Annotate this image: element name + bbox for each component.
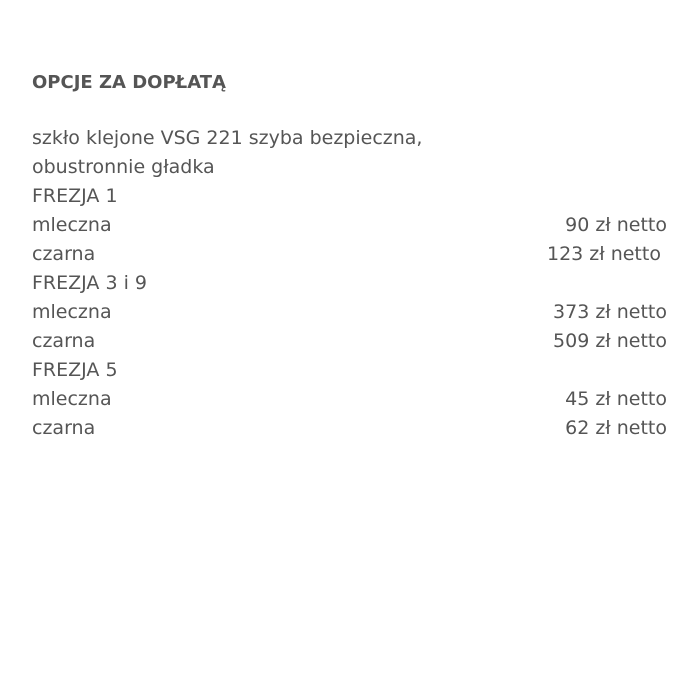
price-row: [32, 327, 667, 356]
glass-description: [32, 124, 667, 182]
variant-name: mleczna: [32, 388, 112, 410]
variant-price: 45 zł netto: [565, 388, 667, 410]
price-row: [32, 414, 667, 443]
variant-price: 509 zł netto: [553, 330, 667, 352]
variant-price: 62 zł netto: [565, 417, 667, 439]
variant-price: 123 zł netto: [546, 243, 667, 265]
variant-price: 90 zł netto: [565, 214, 667, 236]
group-title: FREZJA 5: [32, 359, 118, 381]
variant-name: czarna: [32, 330, 96, 352]
price-row: [32, 298, 667, 327]
options-panel: [32, 70, 667, 443]
group-title: FREZJA 3 i 9: [32, 272, 147, 294]
option-group-frezja-5: [32, 356, 667, 443]
variant-price: 373 zł netto: [553, 301, 667, 323]
glass-description-line-2: obustronnie gładka: [32, 156, 215, 178]
section-heading: OPCJE ZA DOPŁATĄ: [32, 72, 226, 93]
price-row: [32, 385, 667, 414]
variant-name: mleczna: [32, 301, 112, 323]
glass-description-line-1: szkło klejone VSG 221 szyba bezpieczna,: [32, 127, 423, 149]
variant-name: czarna: [32, 243, 96, 265]
group-title: FREZJA 1: [32, 185, 118, 207]
variant-name: czarna: [32, 417, 96, 439]
price-row: [32, 240, 667, 269]
price-row: [32, 211, 667, 240]
variant-name: mleczna: [32, 214, 112, 236]
option-group-frezja-1: [32, 182, 667, 269]
option-group-frezja-3-9: [32, 269, 667, 356]
